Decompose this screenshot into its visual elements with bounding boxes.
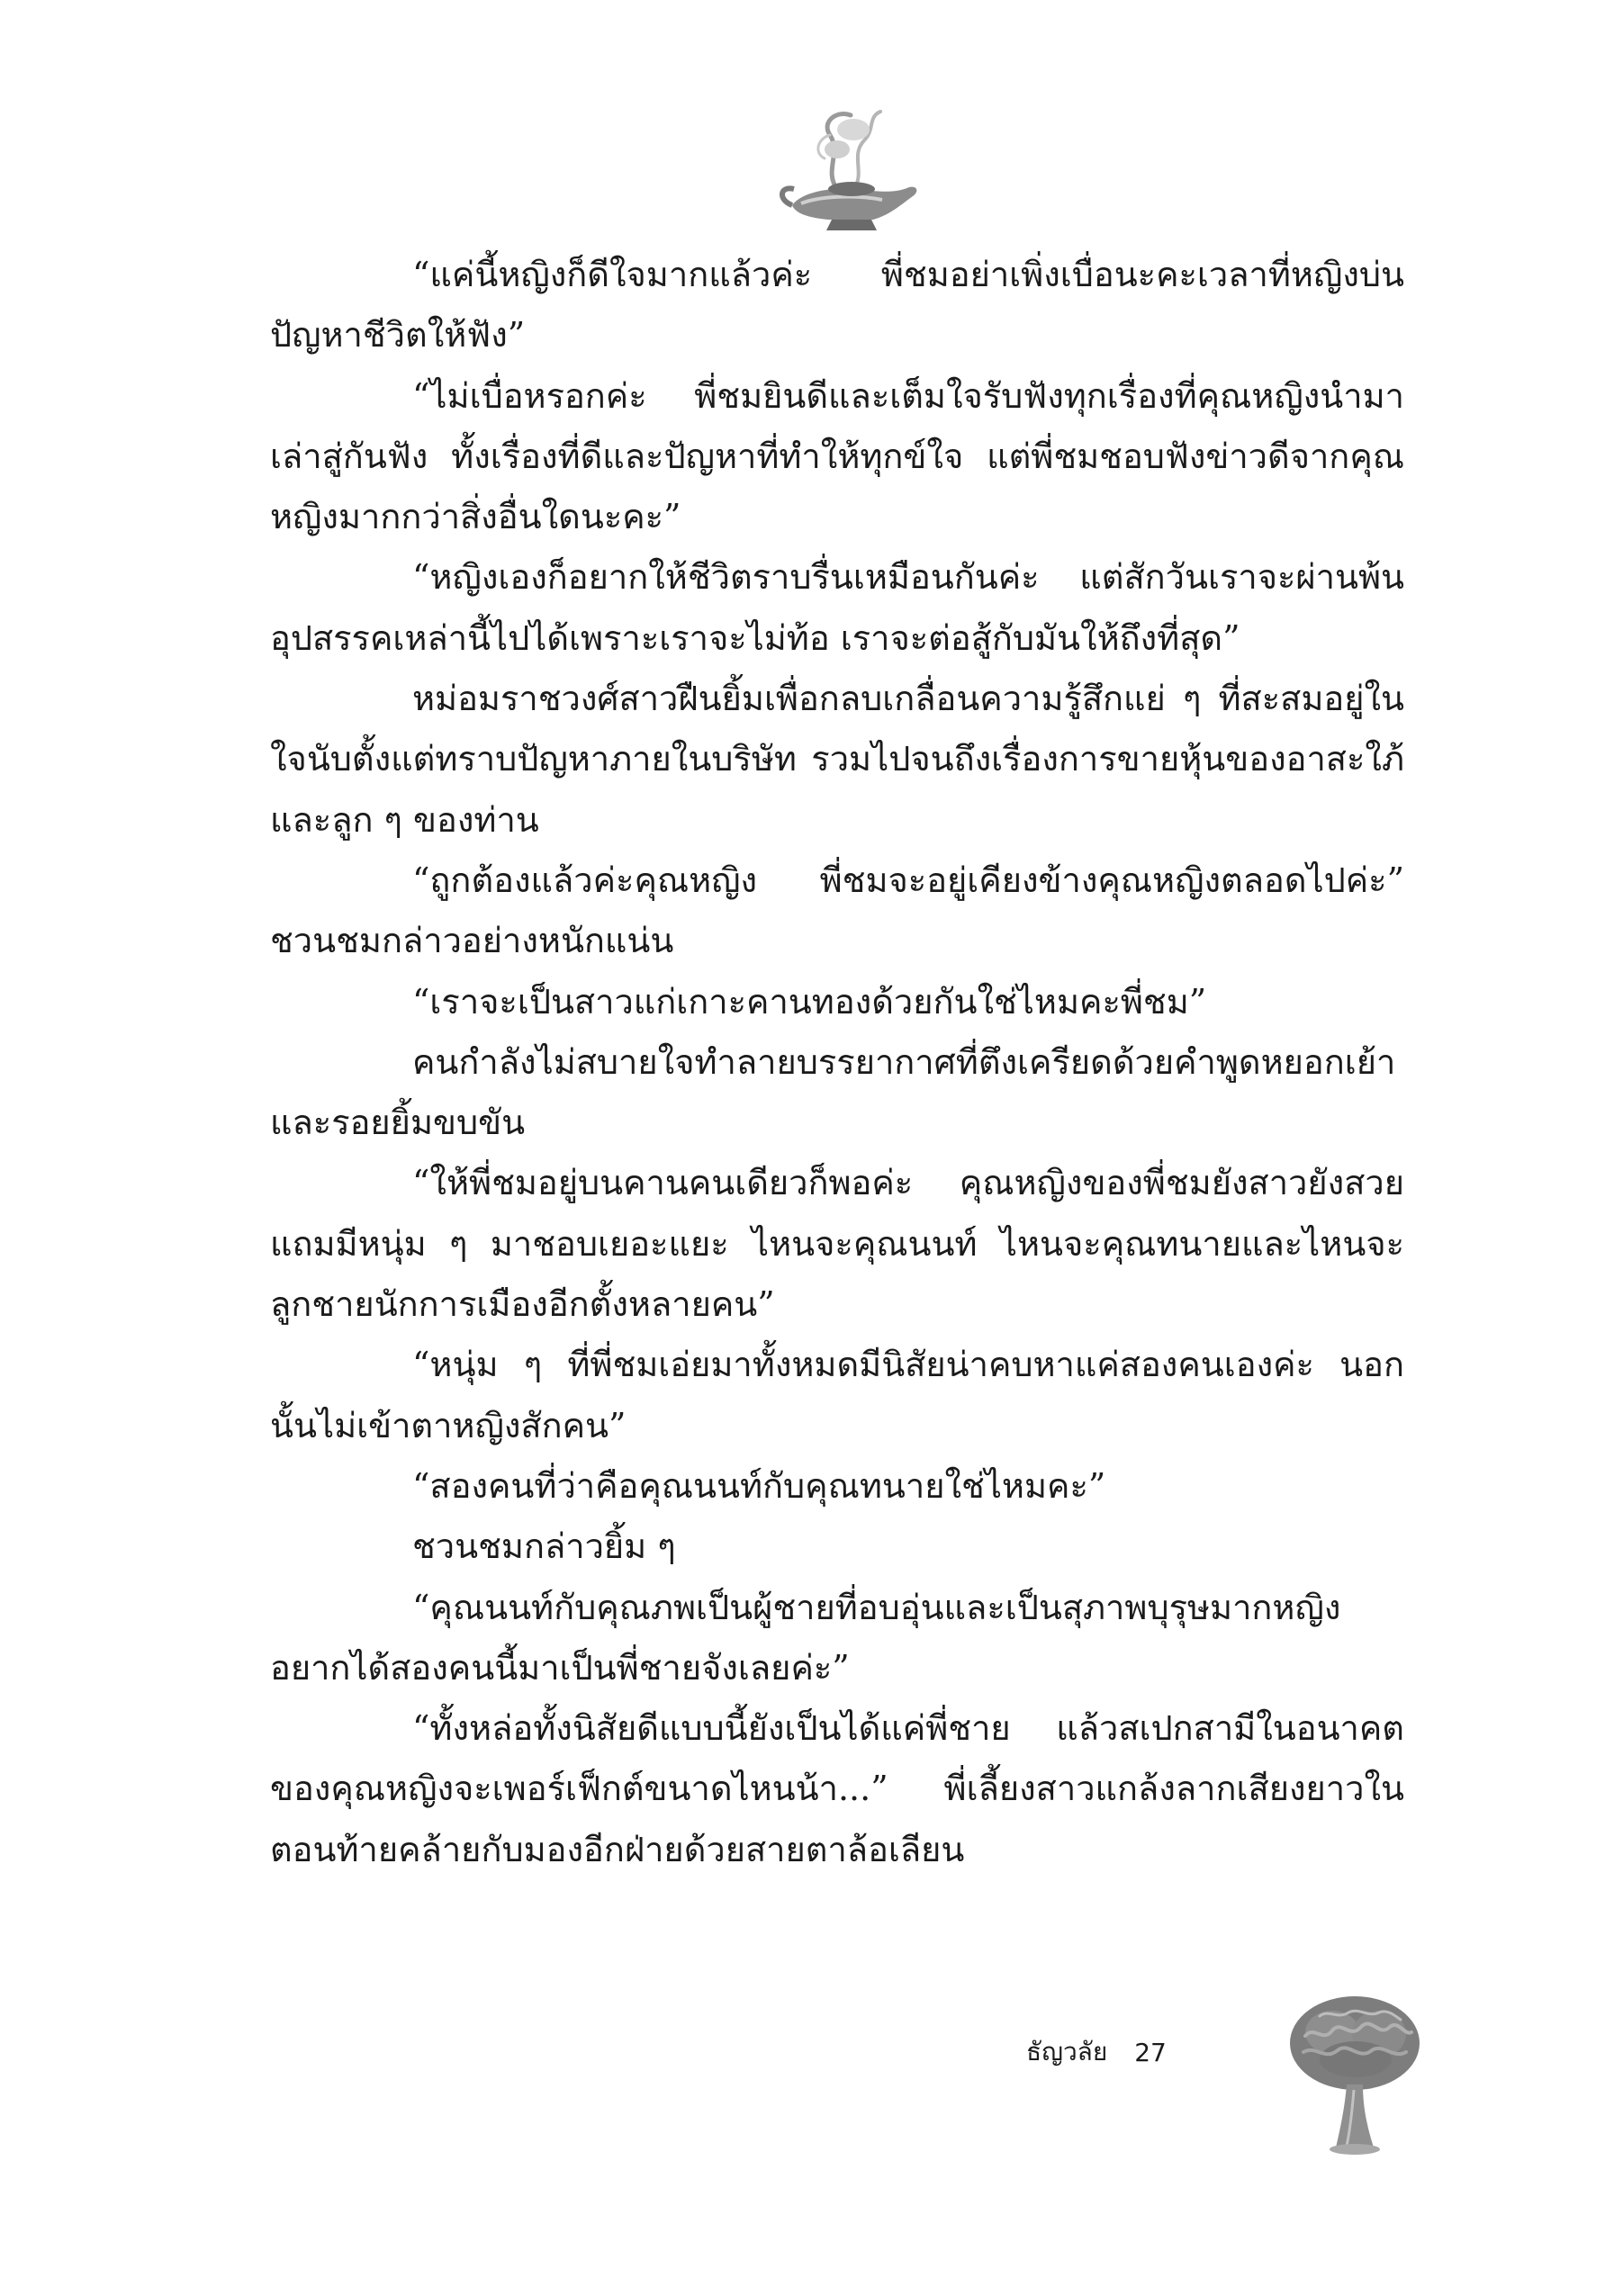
paragraph: “ไม่เบื่อหรอกค่ะ พี่ชมยินดีและเต็มใจรับฟังทุกเรื่องที่คุณหญิงนำมาเล่าสู่กันฟัง ทั้งเรื่องที่ดีและปัญหาที่ทำให้ทุกข์ใจ แต่พี่ชมชอบฟังข่าวดีจากคุณหญิงมากกว่าสิ่งอื่นใดนะคะ” (270, 375, 1404, 537)
paragraph: “เราจะเป็นสาวแก่เกาะคานทองด้วยกันใช่ไหมคะพี่ชม” (412, 981, 1207, 1022)
page-footer (1026, 2016, 1167, 2088)
paragraph: “ให้พี่ชมอยู่บนคานคนเดียวก็พอค่ะ คุณหญิงของพี่ชมยังสาวยังสวย แถมมีหนุ่ม ๆ มาชอบเยอะแยะ ไหนจะคุณนนท์ ไหนจะคุณทนายและไหนจะลูกชายนักการเมืองอีกตั้งหลายคน” (270, 1163, 1404, 1325)
paragraph: “หนุ่ม ๆ ที่พี่ชมเอ่ยมาทั้งหมดมีนิสัยน่าคบหาแค่สองคนเองค่ะ นอกนั้นไม่เข้าตาหญิงสักคน” (270, 1345, 1404, 1445)
paragraph: “หญิงเองก็อยากให้ชีวิตราบรื่นเหมือนกันค่ะ แต่สักวันเราจะผ่านพ้นอุปสรรคเหล่านี้ไปได้เพราะเราจะไม่ท้อ เราจะต่อสู้กับมันให้ถึงที่สุด” (270, 557, 1404, 658)
author-name: ธัญวลัย (1026, 2037, 1108, 2066)
page-number: 27 (1134, 2037, 1167, 2067)
paragraph: คนกำลังไม่สบายใจทำลายบรรยากาศที่ตึงเครียดด้วยคำพูดหยอกเย้าและรอยยิ้มขบขัน (270, 1041, 1396, 1143)
paragraph: ชวนชมกล่าวยิ้ม ๆ (412, 1526, 676, 1567)
paragraph: “ถูกต้องแล้วค่ะคุณหญิง พี่ชมจะอยู่เคียงข้างคุณหญิงตลอดไปค่ะ” ชวนชมกล่าวอย่างหนักแน่น (270, 860, 1404, 961)
paragraph: “สองคนที่ว่าคือคุณนนท์กับคุณทนายใช่ไหมคะ” (412, 1465, 1106, 1506)
brain-icon (1278, 1980, 1431, 2160)
paragraph: “ทั้งหล่อทั้งนิสัยดีแบบนี้ยังเป็นได้แค่พี่ชาย แล้วสเปกสามีในอนาคตของคุณหญิงจะเพอร์เฟ็กต์ขนาดไหนน้า...” พี่เลี้ยงสาวแกล้งลากเสียงยาวในตอนท้ายคล้ายกับมองอีกฝ่ายด้วยสายตาล้อเลียน (270, 1708, 1404, 1869)
paragraph: “คุณนนท์กับคุณภพเป็นผู้ชายที่อบอุ่นและเป็นสุภาพบุรุษมากหญิงอยากได้สองคนนี้มาเป็นพี่ชายจังเลยค่ะ” (270, 1587, 1341, 1688)
body-text (270, 245, 1404, 1880)
paragraph: หม่อมราชวงศ์สาวฝืนยิ้มเพื่อกลบเกลื่อนความรู้สึกแย่ ๆ ที่สะสมอยู่ในใจนับตั้งแต่ทราบปัญหาภายในบริษัท รวมไปจนถึงเรื่องการขายหุ้นของอาสะใภ้และลูก ๆ ของท่าน (270, 679, 1404, 840)
paragraph: “แค่นี้หญิงก็ดีใจมากแล้วค่ะ พี่ชมอย่าเพิ่งเบื่อนะคะเวลาที่หญิงบ่นปัญหาชีวิตให้ฟัง” (270, 255, 1404, 356)
oil-lamp-icon (774, 99, 927, 243)
